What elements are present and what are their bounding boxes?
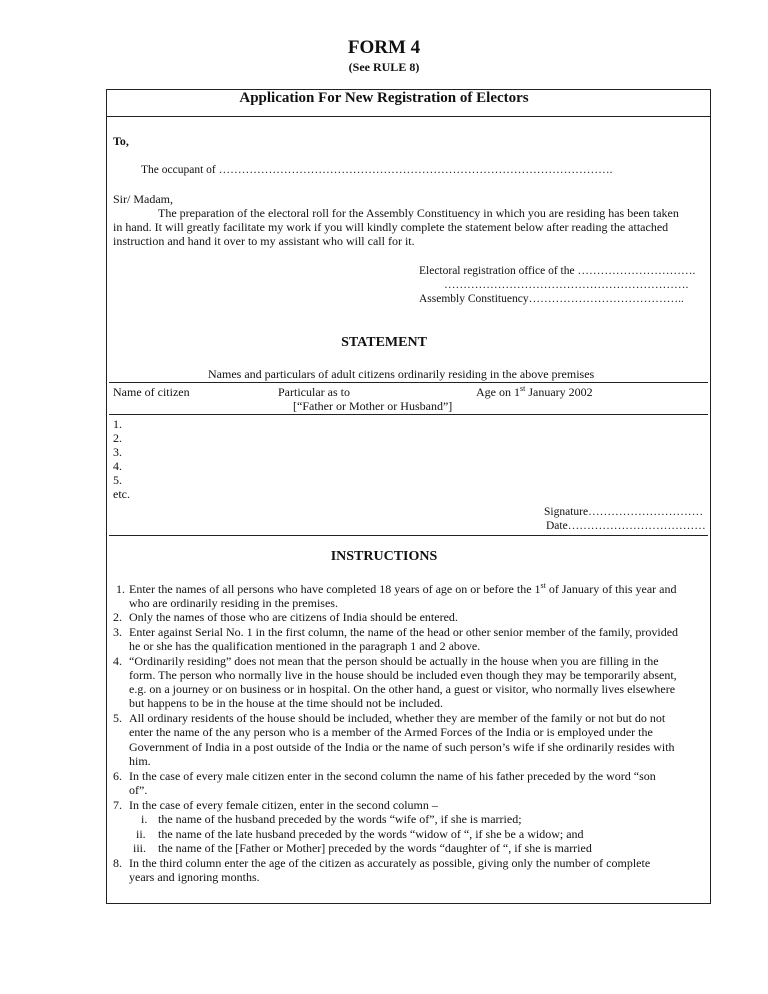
instruction-number: 2. [113, 610, 122, 624]
row-number: 3. [113, 445, 122, 459]
instruction-text: him. [129, 754, 151, 768]
statement-heading: STATEMENT [341, 335, 427, 350]
instruction-number: 3. [113, 625, 122, 639]
instruction-number: 7. [113, 798, 122, 812]
column-particular: Particular as to [278, 385, 350, 399]
instruction-text: of”. [129, 783, 148, 797]
column-particular-line2: [“Father or Mother or Husband”] [293, 399, 453, 413]
instruction-number: 1. [116, 582, 125, 596]
instruction-text: Enter against Serial No. 1 in the first column, the name of the head or other senior member of the family, provided [129, 625, 679, 639]
instruction-subnumber: i. [141, 812, 148, 826]
instruction-subnumber: iii. [133, 841, 147, 855]
office-line2: ………………………………………………………. [444, 279, 689, 291]
statement-bottom-rule [109, 535, 708, 536]
instruction-number: 6. [113, 769, 122, 783]
instruction-text: the name of the husband preceded by the words “wife of”, if she is married; [158, 812, 522, 826]
instruction-text: Only the names of those who are citizens of India should be entered. [129, 610, 458, 624]
row-number: etc. [113, 487, 130, 501]
instruction-text: the name of the [Father or Mother] preceded by the words “daughter of “, if she is married [158, 841, 592, 855]
to-label: To, [113, 134, 129, 148]
row-number: 1. [113, 417, 122, 431]
instruction-text: years and ignoring months. [129, 870, 260, 884]
row-number: 2. [113, 431, 122, 445]
application-title: Application For New Registration of Electors [239, 90, 529, 106]
office-line1: Electoral registration office of the …………………………. [419, 265, 696, 277]
signature-line: Signature………………………… [544, 506, 704, 518]
rule-reference: (See RULE 8) [348, 60, 420, 74]
form-title: FORM 4 [347, 37, 421, 58]
office-line3: Assembly Constituency………………………………….. [419, 293, 684, 305]
instruction-text: Government of India in a post outside of the India or the name of such person’s wife if she ordinarily resides with [129, 740, 675, 754]
instruction-text: In the case of every male citizen enter in the second column the name of his father preceded by the word “son [129, 769, 656, 783]
instructions-heading: INSTRUCTIONS [330, 549, 438, 564]
intro-paragraph-line3: instruction and hand it over to my assistant who will call for it. [113, 234, 415, 248]
instruction-text: Enter the names of all persons who have completed 18 years of age on or before the 1st of January of this year and [129, 581, 677, 596]
instruction-text: who are ordinarily residing in the premises. [129, 596, 338, 610]
table-top-rule [109, 382, 708, 383]
instruction-text: the name of the late husband preceded by the words “widow of “, if she be a widow; and [158, 827, 584, 841]
row-number: 4. [113, 459, 122, 473]
title-divider [106, 116, 711, 117]
instruction-text: enter the name of the any person who is a member of the Armed Forces of the India or is employed under the [129, 725, 653, 739]
intro-paragraph-line1: The preparation of the electoral roll for the Assembly Constituency in which you are residing has been taken [158, 206, 679, 220]
instruction-text: but happens to be in the house at the time should not be included. [129, 696, 443, 710]
date-line: Date……………………………… [546, 520, 706, 532]
instruction-text: All ordinary residents of the house should be included, whether they are member of the family or not but do not [129, 711, 666, 725]
instruction-number: 5. [113, 711, 122, 725]
instruction-text: In the third column enter the age of the citizen as accurately as possible, giving only the number of complete [129, 856, 651, 870]
column-age: Age on 1st January 2002 [476, 384, 593, 399]
intro-paragraph-line2: in hand. It will greatly facilitate my work if you will kindly complete the statement below after reading the attached [113, 220, 669, 234]
instruction-text: e.g. on a journey or on business or in hospital. On the other hand, a guest or visitor, who normally lives elsewhere [129, 682, 676, 696]
instruction-number: 4. [113, 654, 122, 668]
instruction-subnumber: ii. [136, 827, 146, 841]
instruction-text: he or she has the qualification mentioned in the paragraph 1 and 2 above. [129, 639, 481, 653]
statement-caption: Names and particulars of adult citizens ordinarily residing in the above premises [208, 367, 595, 381]
row-number: 5. [113, 473, 122, 487]
instruction-text: In the case of every female citizen, enter in the second column – [129, 798, 438, 812]
column-name-of-citizen: Name of citizen [113, 385, 190, 399]
salutation: Sir/ Madam, [113, 192, 173, 206]
table-header-rule [109, 414, 708, 415]
occupant-line: The occupant of …………………………………………………………………………………………. [141, 164, 613, 176]
instruction-text: “Ordinarily residing” does not mean that the person should be actually in the house when you are filling in the [129, 654, 659, 668]
instruction-text: form. The person who normally live in the house should be included even though they may be temporarily absent, [129, 668, 677, 682]
instruction-number: 8. [113, 856, 122, 870]
